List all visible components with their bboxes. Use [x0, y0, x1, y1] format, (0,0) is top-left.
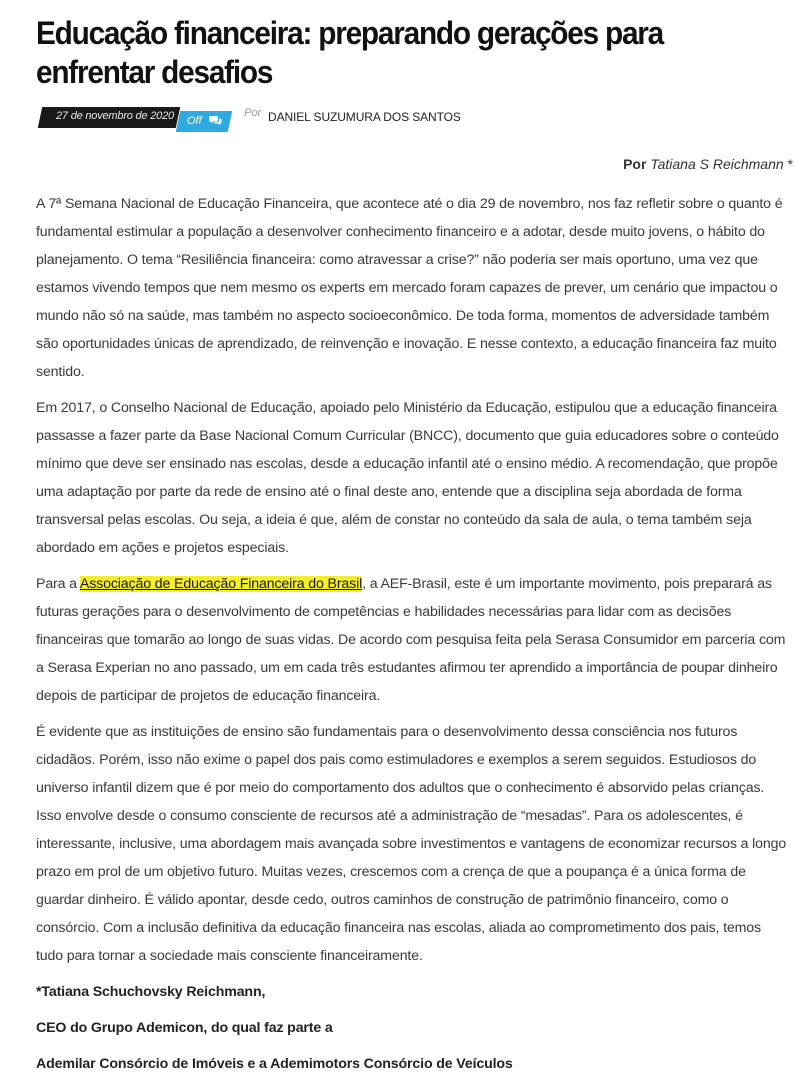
signature-companies: Ademilar Consórcio de Imóveis e a Ademimotors Consórcio de Veículos	[36, 1056, 513, 1072]
signature-role: CEO do Grupo Ademicon, do qual faz parte a	[36, 1020, 333, 1036]
byline-suffix: *	[787, 156, 793, 172]
paragraph-4: É evidente que as instituições de ensino são fundamentais para o desenvolvimento dessa consciência nos futuros cidadãos. Porém, isso não exime o papel dos pais como estimuladores e exemplos a serem seguidos. Estudiosos do universo infantil dizem que é por meio do comportamento dos adultos que o conhecimento é absorvido pelas crianças. Isso envolve desde o consumo consciente de recursos até a administração de “mesadas”. Para os adolescentes, é interessante, inclusive, uma abordagem mais avançada sobre investimentos e vantagens de economizar recursos a longo prazo em prol de um objetivo futuro. Muitas vezes, crescemos com a crença de que a poupança é a única forma de guardar dinheiro. É válido apontar, desde cedo, outros caminhos de construção de patrimônio financeiro, como o consórcio. Com a inclusão definitiva da educação financeira nas escolas, aliada ao comprometimento dos pais, temos tudo para tornar a sociedade mais consciente financeiramente.	[36, 724, 787, 964]
byline-name: Tatiana S Reichmann	[650, 156, 784, 172]
paragraph-3-after: , a AEF-Brasil, este é um importante movimento, pois preparará as futuras gerações para o desenvolvimento de competências e habilidades necessárias para lidar com as decisões financeiras que tomarão ao longo de suas vidas. De acordo com pesquisa feita pela Serasa Consumidor em parceria com a Serasa Experian no ano passado, um em cada três estudantes afirmou ter aprendido a importância de poupar dinheiro depois de participar de projetos de educação financeira.	[36, 576, 786, 704]
byline	[623, 156, 793, 172]
byline-prefix: Por	[623, 156, 647, 172]
paragraph-3-before: Para a	[36, 576, 80, 592]
comments-count[interactable]: Off	[187, 115, 202, 127]
article-body	[36, 190, 788, 1086]
comments-badge[interactable]	[176, 111, 232, 132]
author-link[interactable]: DANIEL SUZUMURA DOS SANTOS	[268, 110, 461, 124]
paragraph-2: Em 2017, o Conselho Nacional de Educação, apoiado pelo Ministério da Educação, estipulou que a educação financeira passasse a fazer parte da Base Nacional Comum Curricular (BNCC), documento que guia educadores sobre o conteúdo mínimo que deve ser ensinado nas escolas, desde a educação infantil até o ensino médio. A recomendação, que propõe uma adaptação por parte da rede de ensino até o final deste ano, entende que a disciplina seja abordada de forma transversal pelas escolas. Ou seja, a ideia é que, além de constar no conteúdo da sala de aula, o tema também seja abordado em ações e projetos especiais.	[36, 400, 779, 556]
by-label: Por	[244, 107, 262, 119]
article-date: 27 de novembro de 2020	[56, 110, 174, 122]
paragraph-3	[36, 570, 788, 710]
article-meta	[36, 107, 788, 131]
article	[36, 0, 788, 127]
comments-icon[interactable]	[209, 115, 222, 126]
signature-name: *Tatiana Schuchovsky Reichmann,	[36, 984, 266, 1000]
paragraph-1: A 7ª Semana Nacional de Educação Financeira, que acontece até o dia 29 de novembro, nos faz refletir sobre o quanto é fundamental estimular a população a desenvolver conhecimento financeiro e a adotar, desde muito jovens, o hábito do planejamento. O tema “Resiliência financeira: como atravessar a crise?” não poderia ser mais oportuno, uma vez que estamos vivendo tempos que nem mesmo os experts em mercado foram capazes de prever, um cenário que impactou o mundo não só na saúde, mas também no aspecto socioeconômico. De toda forma, momentos de adversidade também são oportunidades únicas de aprendizado, de reinvenção e inovação. E nesse contexto, a educação financeira faz muito sentido.	[36, 196, 783, 380]
article-title: Educação financeira: preparando gerações para enfrentar desafios	[36, 15, 664, 90]
aef-brasil-link[interactable]: Associação de Educação Financeira do Brasil	[79, 576, 363, 592]
